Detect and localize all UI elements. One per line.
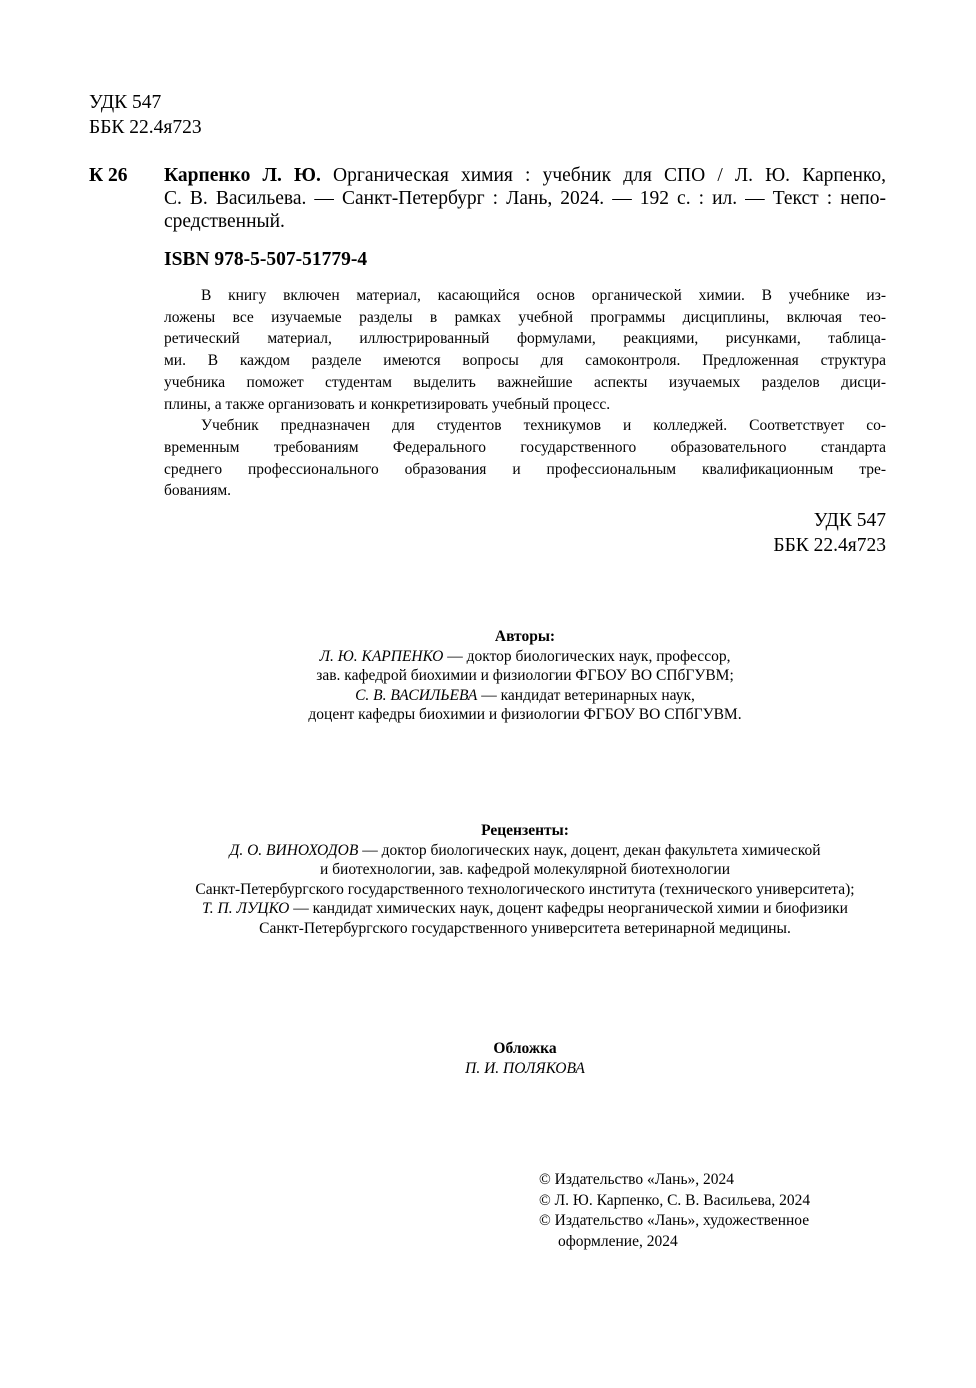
udk-bbk-bottom	[773, 508, 886, 558]
copyright-line: © Издательство «Лань», 2024	[539, 1171, 735, 1188]
author-heading: Карпенко Л. Ю.	[164, 165, 321, 186]
reviewer-1-desc: — доктор биологических наук, доцент, декан факультета химической	[358, 841, 821, 859]
author-1	[0, 647, 976, 667]
authors-heading: Авторы:	[494, 628, 556, 645]
authors-block	[0, 627, 976, 725]
copyright-line: © Издательство «Лань», художественное	[539, 1212, 810, 1229]
bibliographic-record	[164, 164, 886, 233]
reviewer-1-line-3: Санкт-Петербургского государственного технологического института (технического университета);	[195, 880, 855, 898]
reviewer-1	[0, 841, 976, 861]
reviewers-heading: Рецензенты:	[481, 822, 569, 839]
bib-line-1	[164, 164, 886, 187]
annotation-p2-line: среднего профессионального образования и профессиональным квалификационным тре-	[164, 460, 886, 478]
author-mark: К 26	[89, 165, 128, 186]
cover-block	[0, 1039, 976, 1078]
author-2-name: С. В. ВАСИЛЬЕВА	[355, 686, 478, 704]
reviewer-1-line-2: и биотехнологии, зав. кафедрой молекулярной биотехнологии	[319, 861, 731, 878]
annotation-p1-line: ми. В каждом разделе имеются вопросы для самоконтроля. Предложенная структура	[164, 352, 886, 370]
author-2-desc: — кандидат ветеринарных наук,	[477, 686, 695, 704]
isbn: ISBN 978-5-507-51779-4	[164, 249, 368, 270]
copyright-line: © Л. Ю. Карпенко, С. В. Васильева, 2024	[539, 1191, 811, 1209]
reviewer-2	[0, 899, 976, 919]
reviewer-2-name: Т. П. ЛУЦКО	[202, 900, 290, 917]
annotation-p1-line: ложены все изучаемые разделы в рамках учебной программы дисциплины, включая тео-	[164, 308, 886, 326]
annotation-p2-line: временным требованиям Федерального государственного образовательного стандарта	[164, 438, 886, 456]
bbk-code-bottom: ББК 22.4я723	[773, 535, 886, 556]
annotation	[164, 285, 886, 502]
reviewer-2-line-2: Санкт-Петербургского государственного университета ветеринарной медицины.	[259, 919, 791, 937]
annotation-p1-line: учебника поможет студентам выделить важнейшие аспекты изучаемых разделов дисци-	[164, 373, 886, 391]
udk-code: УДК 547	[89, 92, 162, 113]
author-1-name: Л. Ю. КАРПЕНКО	[319, 647, 444, 665]
annotation-p1-line: В книгу включен материал, касающийся основ органической химии. В учебнике из-	[201, 287, 886, 304]
author-2	[0, 686, 976, 706]
annotation-p2-line: Учебник предназначен для студентов техникумов и колледжей. Соответствует со-	[201, 417, 886, 435]
cover-designer: П. И. ПОЛЯКОВА	[465, 1059, 585, 1077]
author-1-desc: — доктор биологических наук, профессор,	[443, 647, 731, 665]
annotation-p1-line: плины, а также организовать и конкретизировать учебный процесс.	[164, 395, 611, 413]
author-2-position: доцент кафедры биохимии и физиологии ФГБОУ ВО СПбГУВМ.	[308, 706, 742, 723]
cover-heading: Обложка	[493, 1040, 557, 1057]
bib-line-3: средственный.	[164, 211, 285, 232]
author-1-position: зав. кафедрой биохимии и физиологии ФГБОУ ВО СПбГУВМ;	[316, 667, 734, 684]
reviewer-2-desc: — кандидат химических наук, доцент кафедры неорганической химии и биофизики	[289, 900, 848, 917]
copyright-block	[539, 1170, 810, 1252]
udk-code-bottom: УДК 547	[813, 510, 886, 531]
reviewer-1-name: Д. О. ВИНОХОДОВ	[229, 841, 359, 859]
bib-title: Органическая химия : учебник для СПО / Л. Ю. Карпенко,	[333, 165, 886, 186]
bbk-code: ББК 22.4я723	[89, 117, 202, 138]
annotation-p1-line: ретический материал, иллюстрированный формулами, реакциями, рисунками, таблица-	[164, 330, 886, 348]
reviewers-block	[0, 821, 976, 938]
copyright-line: оформление, 2024	[558, 1232, 678, 1250]
annotation-p2-line: бованиям.	[164, 482, 232, 500]
bib-line-2: С. В. Васильева. — Санкт-Петербург : Лань, 2024. — 192 с. : ил. — Текст : непо-	[164, 188, 886, 209]
udk-bbk-top	[89, 90, 202, 140]
